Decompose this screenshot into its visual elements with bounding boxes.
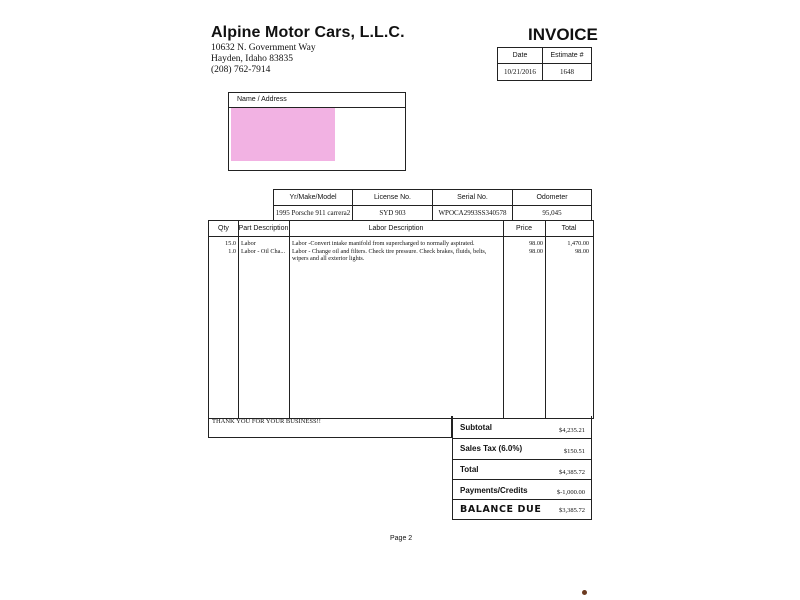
invoice-meta-table <box>497 47 592 81</box>
company-name: Alpine Motor Cars, L.L.C. <box>211 24 405 41</box>
line-labor: Labor - Change oil and filters. Check tire pressure. Check brakes, fluids, belts, wipers and all exterior lights. <box>292 247 487 262</box>
estimate-value: 1648 <box>543 64 592 81</box>
subtotal-label: Subtotal <box>460 423 492 432</box>
company-phone: (208) 762-7914 <box>211 65 271 75</box>
vehicle-model: 1995 Porsche 911 carrera2 <box>274 206 353 221</box>
line-part: Labor - Oil Cha... <box>241 247 285 255</box>
name-address-label: Name / Address <box>229 93 405 108</box>
total-header: Total <box>561 225 577 232</box>
line-price: 98.00 <box>529 247 543 255</box>
company-address-line1: 10632 N. Government Way <box>211 43 316 53</box>
sales-tax-value: $150.51 <box>563 448 585 455</box>
labor-header: Labor Description <box>368 225 424 232</box>
vehicle-table <box>273 189 592 221</box>
balance-due-label: BALANCE DUE <box>460 504 542 515</box>
document-title: INVOICE <box>528 25 598 44</box>
vehicle-license: SYD 903 <box>353 206 433 221</box>
vehicle-header: Odometer <box>513 190 592 206</box>
part-header: Part Description <box>238 225 289 232</box>
estimate-label: Estimate # <box>543 48 592 64</box>
line-total: 1,470.00 <box>567 240 589 247</box>
vehicle-header: Serial No. <box>433 190 513 206</box>
payments-value: $-1,000.00 <box>556 489 585 496</box>
sales-tax-label: Sales Tax (6.0%) <box>460 444 523 453</box>
line-items-table <box>208 220 594 419</box>
line-qty: 1.0 <box>228 247 236 255</box>
thank-you-message: THANK YOU FOR YOUR BUSINESS!! <box>208 416 452 438</box>
line-qty: 15.0 <box>225 240 236 247</box>
payments-label: Payments/Credits <box>460 486 528 495</box>
date-value: 10/21/2016 <box>498 64 543 81</box>
total-value: $4,385.72 <box>559 469 585 476</box>
vehicle-serial: WPOCA2993SS340578 <box>433 206 513 221</box>
line-labor: Labor -Convert intake manifold from supercharged to normally aspirated. <box>292 240 475 247</box>
subtotal-value: $4,235.21 <box>559 427 585 434</box>
scan-speck <box>582 590 587 595</box>
price-header: Price <box>516 225 532 232</box>
date-label: Date <box>498 48 543 64</box>
company-address-line2: Hayden, Idaho 83835 <box>211 54 294 64</box>
qty-header: Qty <box>218 225 229 232</box>
balance-due-value: $3,385.72 <box>559 507 585 514</box>
line-price: 98.00 <box>529 240 543 247</box>
vehicle-header: Yr/Make/Model <box>274 190 353 206</box>
line-part: Labor <box>241 240 256 247</box>
page-number: Page 2 <box>390 535 413 542</box>
line-total: 98.00 <box>575 247 589 255</box>
vehicle-header: License No. <box>353 190 433 206</box>
vehicle-odometer: 95,045 <box>513 206 592 221</box>
total-label: Total <box>460 465 479 474</box>
redacted-address-block <box>231 108 335 161</box>
